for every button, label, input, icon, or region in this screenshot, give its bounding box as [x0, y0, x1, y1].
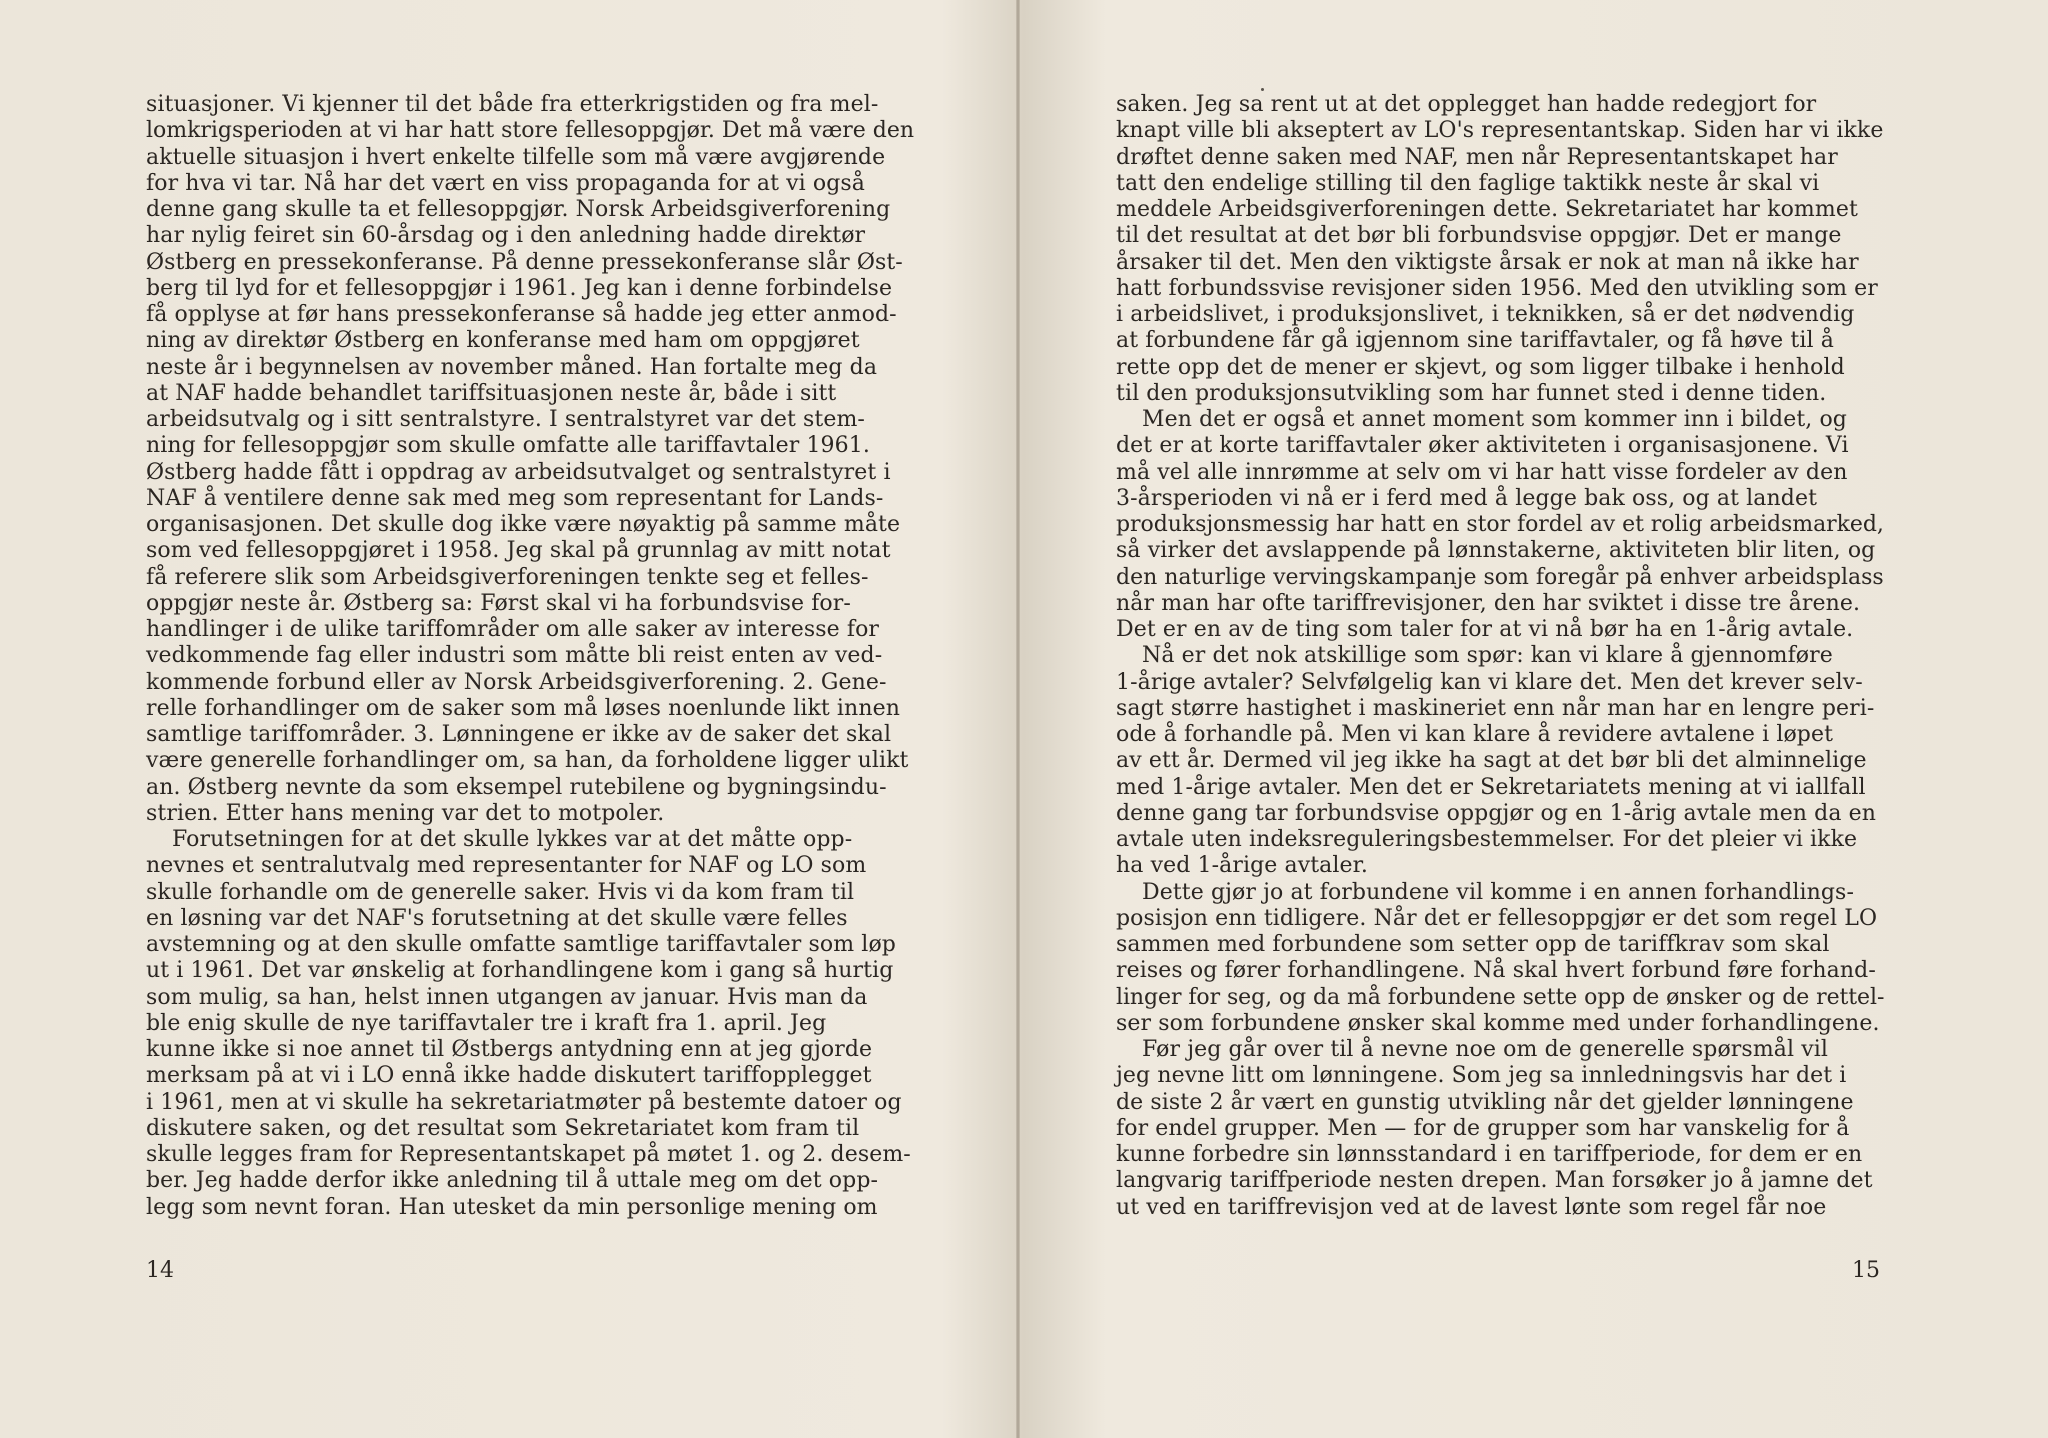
text-line: Forutsetningen for at det skulle lykkes var at det måtte opp- — [172, 827, 853, 852]
right-page-text — [1116, 92, 1884, 1221]
text-line: at forbundene får gå igjennom sine tariffavtaler, og få høve til å — [1116, 328, 1834, 354]
text-line: som mulig, sa han, helst innen utgangen av januar. Hvis man da — [146, 984, 868, 1010]
text-line: for hva vi tar. Nå har det vært en viss propaganda for at vi også — [146, 170, 866, 196]
text-line: denne gang skulle ta et fellesoppgjør. Norsk Arbeidsgiverforening — [146, 197, 891, 222]
text-line: ut i 1961. Det var ønskelig at forhandlingene kom i gang så hurtig — [146, 958, 894, 984]
text-line: reises og fører forhandlingene. Nå skal hvert forbund føre forhand- — [1116, 958, 1876, 984]
text-line: Dette gjør jo at forbundene vil komme i en annen forhandlings- — [1142, 879, 1854, 905]
book-gutter — [1016, 0, 1020, 1438]
text-line: Det er en av de ting som taler for at vi nå bør ha en 1-årig avtale. — [1116, 617, 1854, 642]
text-line: har nylig feiret sin 60-årsdag og i den anledning hadde direktør — [146, 223, 866, 249]
text-line: rette opp det de mener er skjevt, og som ligger tilbake i henhold — [1116, 354, 1845, 380]
text-line: ning for fellesoppgjør som skulle omfatte alle tariffavtaler 1961. — [146, 433, 870, 459]
left-page-text — [146, 92, 914, 1221]
text-line: av ett år. Dermed vil jeg ikke ha sagt at det bør bli det alminnelige — [1116, 748, 1867, 774]
text-line: i 1961, men at vi skulle ha sekretariatmøter på bestemte datoer og — [146, 1089, 902, 1115]
text-line: til den produksjonsutvikling som har funnet sted i denne tiden. — [1116, 380, 1827, 406]
text-line: neste år i begynnelsen av november måned. Han fortalte meg da — [146, 354, 878, 380]
text-line: til det resultat at det bør bli forbundsvise oppgjør. Det er mange — [1116, 223, 1842, 249]
text-line: produksjonsmessig har hatt en stor fordel av et rolig arbeidsmarked, — [1116, 512, 1884, 537]
text-line: få referere slik som Arbeidsgiverforeningen tenkte seg et felles- — [146, 564, 869, 590]
text-line: ser som forbundene ønsker skal komme med under forhandlingene. — [1116, 1010, 1880, 1036]
text-line: at NAF hadde behandlet tariffsituasjonen neste år, både i sitt — [146, 380, 837, 406]
text-line: med 1-årige avtaler. Men det er Sekretariatets mening at vi iallfall — [1116, 774, 1866, 800]
text-line: Før jeg går over til å nevne noe om de generelle spørsmål vil — [1142, 1037, 1829, 1062]
text-line: hatt forbundssvise revisjoner siden 1956. Med den utvikling som er — [1116, 275, 1878, 301]
text-line: ut ved en tariffrevisjon ved at de lavest lønte som regel får noe — [1116, 1194, 1827, 1220]
text-line: saken. Jeg sa rent ut at det opplegget han hadde redegjort for — [1116, 92, 1817, 117]
text-line: skulle legges fram for Representantskapet på møtet 1. og 2. desem- — [146, 1142, 911, 1167]
text-line: den naturlige vervingskampanje som foregår på enhver arbeidsplass — [1116, 564, 1884, 590]
text-line: de siste 2 år vært en gunstig utvikling når det gjelder lønningene — [1116, 1089, 1854, 1115]
text-line: ble enig skulle de nye tariffavtaler tre i kraft fra 1. april. Jeg — [146, 1010, 827, 1036]
text-line: Men det er også et annet moment som kommer inn i bildet, og — [1142, 407, 1847, 432]
text-line: samtlige tariffområder. 3. Lønningene er ikke av de saker det skal — [146, 722, 892, 747]
text-line: Østberg en pressekonferanse. På denne pressekonferanse slår Øst- — [146, 249, 903, 275]
text-line: oppgjør neste år. Østberg sa: Først skal vi ha forbundsvise for- — [146, 590, 851, 616]
text-line: jeg nevne litt om lønningene. Som jeg sa innledningsvis har det i — [1116, 1063, 1847, 1089]
text-line: 1-årige avtaler? Selvfølgelig kan vi klare det. Men det krever selv- — [1116, 669, 1863, 695]
text-line: årsaker til det. Men den viktigste årsak er nok at man nå ikke har — [1116, 249, 1859, 275]
text-line: relle forhandlinger om de saker som må løses noenlunde likt innen — [146, 695, 900, 721]
text-line: lomkrigsperioden at vi har hatt store fellesoppgjør. Det må være den — [146, 118, 914, 144]
text-line: sammen med forbundene som setter opp de tariffkrav som skal — [1116, 932, 1830, 957]
text-line: kommende forbund eller av Norsk Arbeidsgiverforening. 2. Gene- — [146, 669, 887, 695]
text-line: NAF å ventilere denne sak med meg som representant for Lands- — [146, 485, 884, 511]
text-line: avtale uten indeksreguleringsbestemmelser. For det pleier vi ikke — [1116, 827, 1858, 852]
text-line: tatt den endelige stilling til den faglige taktikk neste år skal vi — [1116, 170, 1820, 196]
text-line: få opplyse at før hans pressekonferanse så hadde jeg etter anmod- — [146, 302, 897, 327]
text-line: diskutere saken, og det resultat som Sekretariatet kom fram til — [146, 1115, 860, 1141]
text-line: når man har ofte tariffrevisjoner, den har sviktet i disse tre årene. — [1116, 590, 1861, 616]
text-line: an. Østberg nevnte da som eksempel rutebilene og bygningsindu- — [146, 774, 887, 800]
text-line: aktuelle situasjon i hvert enkelte tilfelle som må være avgjørende — [146, 144, 886, 170]
text-line: Nå er det nok atskillige som spør: kan vi klare å gjennomføre — [1142, 643, 1833, 669]
text-line: ning av direktør Østberg en konferanse med ham om oppgjøret — [146, 328, 860, 354]
text-line: arbeidsutvalg og i sitt sentralstyre. I sentralstyret var det stem- — [146, 407, 865, 432]
text-line: en løsning var det NAF's forutsetning at det skulle være felles — [146, 905, 848, 931]
text-line: for endel grupper. Men — for de grupper som har vanskelig for å — [1116, 1115, 1850, 1141]
text-line: som ved fellesoppgjøret i 1958. Jeg skal på grunnlag av mitt notat — [146, 538, 891, 564]
text-line: linger for seg, og da må forbundene sette opp de ønsker og de rettel- — [1116, 984, 1885, 1010]
text-line: 3-årsperioden vi nå er i ferd med å legge bak oss, og at landet — [1116, 485, 1818, 511]
text-line: ode å forhandle på. Men vi kan klare å revidere avtalene i løpet — [1116, 722, 1834, 747]
text-line: må vel alle innrømme at selv om vi har hatt visse fordeler av den — [1116, 459, 1848, 485]
text-line: langvarig tariffperiode nesten drepen. Man forsøker jo å jamne det — [1116, 1168, 1873, 1194]
text-line: i arbeidslivet, i produksjonslivet, i teknikken, så er det nødvendig — [1116, 302, 1855, 327]
text-line: sagt større hastighet i maskineriet enn når man har en lengre peri- — [1116, 695, 1875, 721]
text-line: organisasjonen. Det skulle dog ikke være nøyaktig på samme måte — [146, 512, 901, 537]
text-line: knapt ville bli akseptert av LO's representantskap. Siden har vi ikke — [1116, 118, 1884, 144]
text-line: posisjon enn tidligere. Når det er fellesoppgjør er det som regel LO — [1116, 905, 1878, 931]
text-line: ber. Jeg hadde derfor ikke anledning til å uttale meg om det opp- — [146, 1168, 879, 1194]
text-line: nevnes et sentralutvalg med representanter for NAF og LO som — [146, 853, 867, 879]
text-line: strien. Etter hans mening var det to motpoler. — [146, 800, 665, 826]
ink-speck — [1261, 88, 1264, 91]
text-line: være generelle forhandlinger om, sa han, da forholdene ligger ulikt — [146, 748, 909, 774]
text-line: kunne forbedre sin lønnsstandard i en tariffperiode, for dem er en — [1116, 1142, 1863, 1167]
text-line: det er at korte tariffavtaler øker aktiviteten i organisasjonene. Vi — [1116, 433, 1849, 459]
text-line: merksam på at vi i LO ennå ikke hadde diskutert tariffopplegget — [146, 1063, 872, 1089]
text-line: vedkommende fag eller industri som måtte bli reist enten av ved- — [146, 643, 883, 669]
text-line: så virker det avslappende på lønnstakerne, aktiviteten blir liten, og — [1116, 538, 1876, 564]
text-line: legg som nevnt foran. Han utesket da min personlige mening om — [146, 1194, 878, 1220]
text-line: kunne ikke si noe annet til Østbergs antydning enn at jeg gjorde — [146, 1037, 873, 1062]
text-line: drøftet denne saken med NAF, men når Representantskapet har — [1116, 144, 1838, 170]
text-line: denne gang tar forbundsvise oppgjør og en 1-årig avtale men da en — [1116, 800, 1877, 826]
text-line: skulle forhandle om de generelle saker. Hvis vi da kom fram til — [146, 879, 855, 905]
text-line: ha ved 1-årige avtaler. — [1116, 853, 1368, 879]
text-line: situasjoner. Vi kjenner til det både fra etterkrigstiden og fra mel- — [146, 92, 879, 117]
text-line: Østberg hadde fått i oppdrag av arbeidsutvalget og sentralstyret i — [146, 459, 891, 485]
page-number-right: 15 — [1852, 1258, 1880, 1283]
page-number-left: 14 — [146, 1258, 174, 1283]
text-line: avstemning og at den skulle omfatte samtlige tariffavtaler som løp — [146, 932, 896, 957]
text-line: meddele Arbeidsgiverforeningen dette. Sekretariatet har kommet — [1116, 197, 1858, 222]
text-line: handlinger i de ulike tariffområder om alle saker av interesse for — [146, 617, 880, 642]
text-line: berg til lyd for et fellesoppgjør i 1961. Jeg kan i denne forbindelse — [146, 275, 893, 301]
